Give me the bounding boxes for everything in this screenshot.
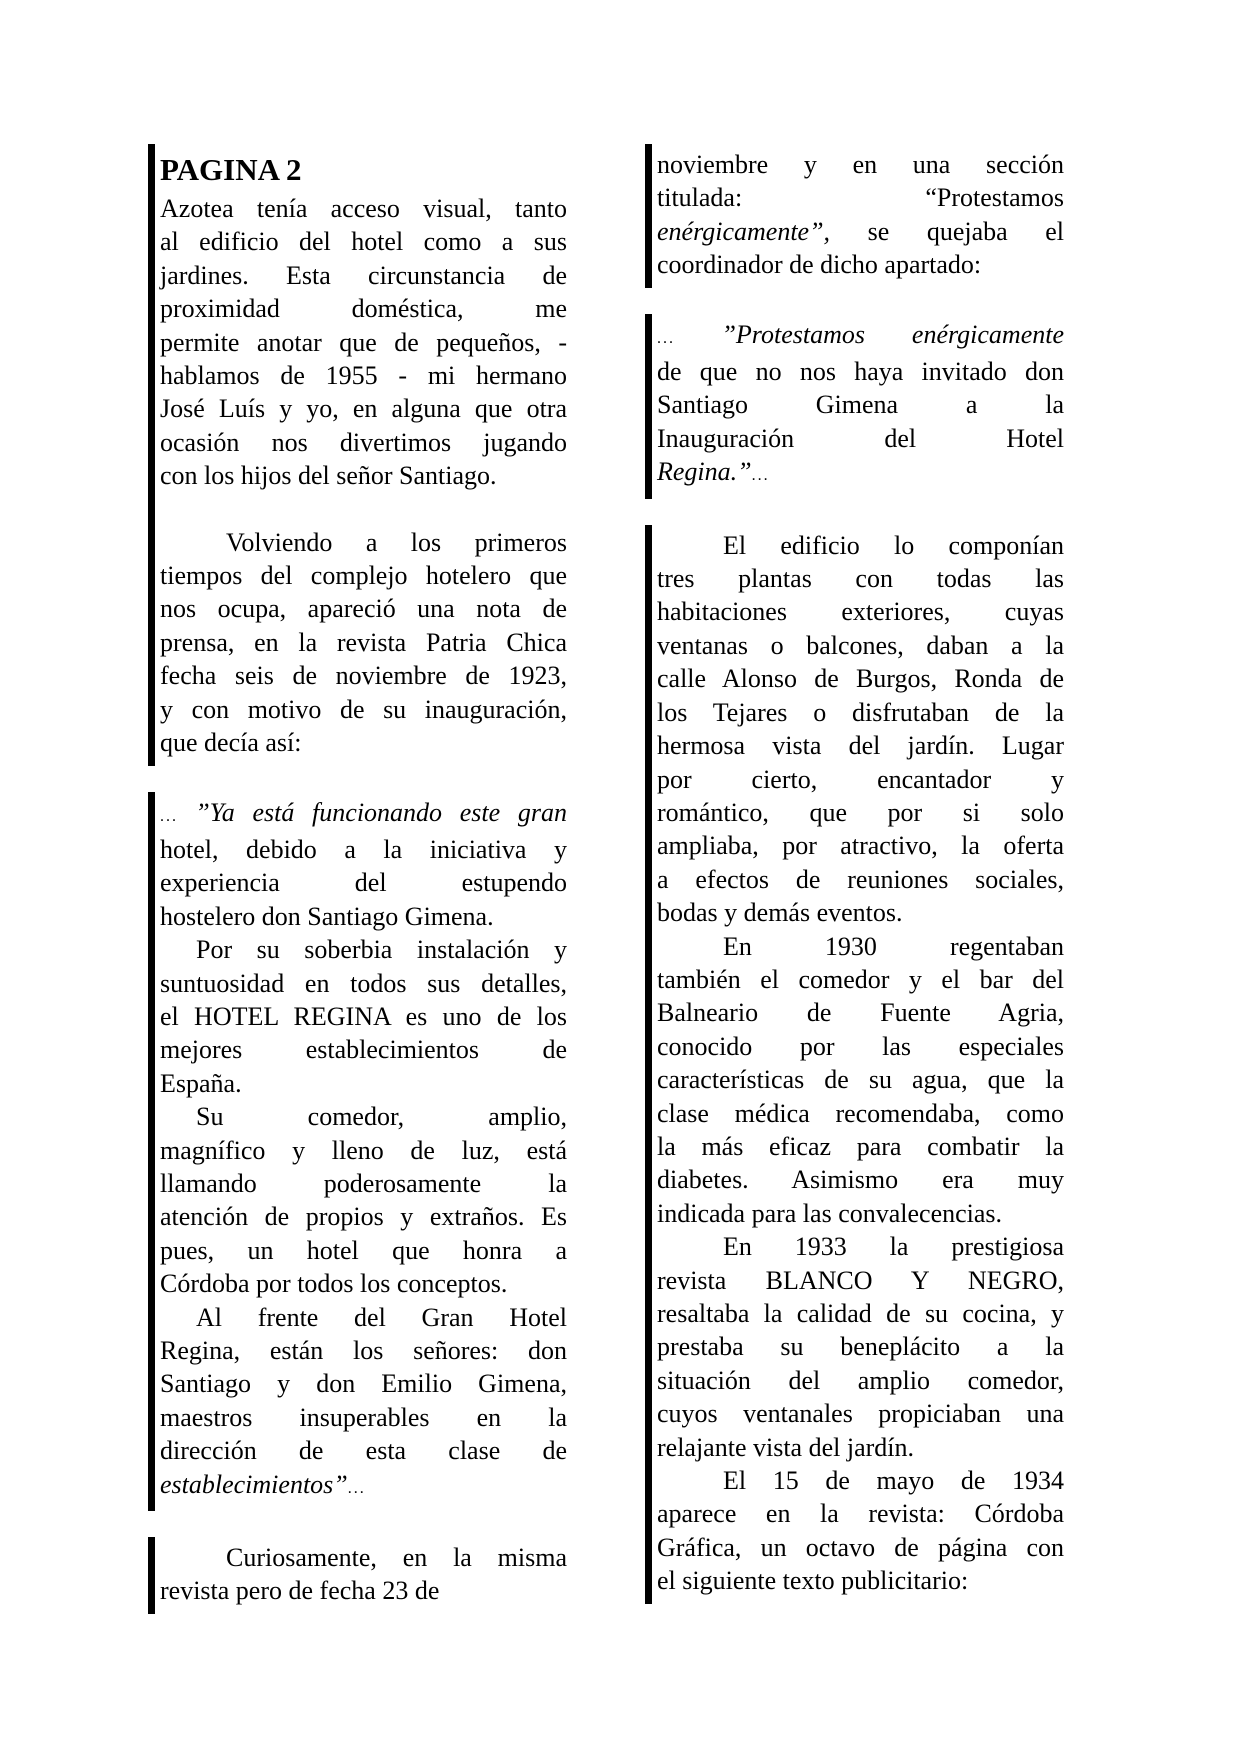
text-segment: ampliaba, por atractivo, la oferta — [657, 831, 1064, 861]
text-line — [160, 392, 567, 425]
text-segment: atención de propios y extraños. Es — [160, 1202, 567, 1232]
text-line — [657, 1130, 1064, 1163]
text-line — [657, 318, 1064, 355]
text-line — [160, 1401, 567, 1434]
text-segment: coordinador de dicho apartado: — [657, 250, 982, 280]
text-segment: Regina, están los señores: don — [160, 1336, 567, 1365]
text-line — [160, 1468, 567, 1505]
text-line — [657, 181, 1064, 214]
revision-marked-block — [148, 144, 567, 766]
italic-text: ”Protestamos enérgicamente — [721, 319, 1065, 349]
text-segment: características de su agua, que la — [657, 1065, 1064, 1095]
text-segment: los Tejares o disfrutaban de la — [657, 697, 1064, 727]
text-segment: Santiago y don Emilio Gimena, — [160, 1369, 567, 1399]
text-line — [657, 455, 1064, 492]
text-segment: titulada: “Protestamos — [657, 183, 1064, 213]
text-segment: hostelero don Santiago Gimena. — [160, 901, 494, 931]
text-line — [160, 1000, 567, 1033]
text-line — [657, 248, 1064, 281]
text-line — [160, 866, 567, 899]
text-segment: Volviendo a los primeros — [226, 527, 567, 557]
text-line — [657, 1364, 1064, 1397]
italic-text: establecimientos” — [160, 1469, 348, 1499]
text-line — [657, 963, 1064, 996]
text-segment: relajante vista del jardín. — [657, 1432, 915, 1462]
text-line — [160, 559, 567, 592]
text-line — [160, 833, 567, 866]
text-line — [160, 626, 567, 659]
text-line — [160, 192, 567, 225]
text-segment: En 1933 la prestigiosa — [723, 1232, 1064, 1262]
revision-marked-block — [645, 314, 1064, 499]
text-segment: hotel, debido a la iniciativa y — [160, 834, 567, 864]
text-segment: hablamos de 1955 - mi hermano — [160, 361, 567, 391]
text-segment: aparece en la revista: Córdoba — [657, 1499, 1064, 1529]
blank-line — [160, 493, 567, 526]
text-line — [657, 355, 1064, 388]
ellipsis-text: ... — [657, 329, 722, 347]
text-segment: al edificio del hotel como a sus — [160, 227, 567, 257]
text-line — [657, 1297, 1064, 1330]
text-segment: llamando poderosamente la — [160, 1168, 567, 1198]
block-gap — [148, 766, 567, 792]
text-line — [657, 729, 1064, 762]
text-segment: mejores establecimientos de — [160, 1035, 567, 1065]
revision-marked-block — [148, 792, 567, 1512]
text-segment: pues, un hotel que honra a — [160, 1235, 567, 1265]
text-line — [657, 215, 1064, 248]
text-segment: Curiosamente, en la misma — [226, 1543, 567, 1573]
text-segment: se quejaba el — [830, 216, 1064, 246]
text-line — [657, 1030, 1064, 1063]
text-line — [657, 1531, 1064, 1564]
text-line — [160, 426, 567, 459]
text-line — [657, 763, 1064, 796]
text-line — [657, 1163, 1064, 1196]
text-line — [657, 1097, 1064, 1130]
italic-text: Regina.” — [657, 457, 752, 487]
block-gap — [645, 288, 1064, 314]
text-segment: revista BLANCO Y NEGRO, — [657, 1265, 1064, 1295]
text-line — [160, 526, 567, 559]
text-line — [160, 900, 567, 933]
text-segment: Córdoba por todos los conceptos. — [160, 1269, 508, 1299]
text-segment: permite anotar que de pequeños, - — [160, 327, 567, 357]
revision-marked-block — [645, 144, 1064, 288]
text-segment: José Luís y yo, en alguna que otra — [160, 394, 567, 424]
text-line — [160, 1367, 567, 1400]
text-segment: clase médica recomendaba, como — [657, 1098, 1064, 1128]
text-line — [160, 459, 567, 492]
text-segment: diabetes. Asimismo era muy — [657, 1165, 1064, 1195]
text-line — [160, 225, 567, 258]
text-segment: Por su soberbia instalación y — [196, 935, 567, 965]
text-segment: El 15 de mayo de 1934 — [723, 1466, 1064, 1496]
text-segment: cuyos ventanales propiciaban una — [657, 1399, 1064, 1429]
text-line — [160, 726, 567, 759]
text-line — [160, 967, 567, 1000]
text-segment: nos ocupa, apareció una nota de — [160, 594, 567, 624]
text-line — [657, 1063, 1064, 1096]
block-gap — [148, 1511, 567, 1537]
text-line — [657, 996, 1064, 1029]
text-line — [657, 629, 1064, 662]
text-line — [160, 1301, 567, 1334]
italic-text: enérgicamente”, — [657, 216, 831, 246]
text-line — [160, 1100, 567, 1133]
text-line — [657, 595, 1064, 628]
text-line — [657, 696, 1064, 729]
text-segment: la más eficaz para combatir la — [657, 1131, 1064, 1161]
text-segment: Balneario de Fuente Agria, — [657, 998, 1064, 1028]
text-segment: situación del amplio comedor, — [657, 1365, 1064, 1395]
text-line — [657, 1230, 1064, 1263]
text-line — [657, 863, 1064, 896]
text-segment: que decía así: — [160, 728, 302, 758]
ellipsis-text: ... — [347, 1479, 366, 1497]
text-line — [657, 1197, 1064, 1230]
text-line — [160, 326, 567, 359]
text-segment: prensa, en la revista Patria Chica — [160, 627, 567, 657]
text-line — [160, 933, 567, 966]
text-line — [160, 1541, 567, 1574]
text-line — [160, 1434, 567, 1467]
revision-marked-block — [148, 1537, 567, 1614]
text-line — [160, 659, 567, 692]
text-segment: Santiago Gimena a la — [657, 390, 1064, 420]
text-segment: revista pero de fecha 23 de — [160, 1576, 440, 1606]
text-segment: romántico, que por si solo — [657, 797, 1064, 827]
left-column — [148, 144, 567, 1614]
text-line — [657, 422, 1064, 455]
text-line — [160, 1234, 567, 1267]
text-segment: noviembre y en una sección — [657, 150, 1064, 179]
text-segment: maestros insuperables en la — [160, 1402, 567, 1432]
text-segment: con los hijos del señor Santiago. — [160, 461, 497, 491]
text-segment: habitaciones exteriores, cuyas — [657, 597, 1064, 627]
text-line — [657, 930, 1064, 963]
text-line — [160, 1167, 567, 1200]
text-line — [160, 796, 567, 833]
text-line — [657, 1397, 1064, 1430]
text-segment: proximidad doméstica, me — [160, 294, 567, 324]
text-segment: prestaba su beneplácito a la — [657, 1332, 1064, 1362]
text-line — [657, 1330, 1064, 1363]
text-line — [657, 388, 1064, 421]
text-line — [160, 1574, 567, 1607]
text-line — [160, 693, 567, 726]
text-segment: Inauguración del Hotel — [657, 423, 1064, 453]
text-segment: bodas y demás eventos. — [657, 898, 903, 928]
text-segment: tiempos del complejo hotelero que — [160, 561, 567, 591]
text-line — [657, 829, 1064, 862]
page-title: PAGINA 2 — [160, 152, 302, 187]
text-segment: En 1930 regentaban — [723, 931, 1064, 961]
text-segment: el HOTEL REGINA es uno de los — [160, 1001, 567, 1031]
text-line — [657, 1431, 1064, 1464]
text-segment: España. — [160, 1068, 242, 1098]
text-segment: suntuosidad en todos sus detalles, — [160, 968, 567, 998]
text-segment: conocido por las especiales — [657, 1031, 1064, 1061]
text-segment: de que no nos haya invitado don — [657, 357, 1064, 387]
text-segment: calle Alonso de Burgos, Ronda de — [657, 664, 1064, 694]
ellipsis-text: ... — [751, 467, 770, 485]
text-line — [160, 1334, 567, 1367]
text-segment: resaltaba la calidad de su cocina, y — [657, 1299, 1064, 1328]
text-line — [657, 562, 1064, 595]
text-segment: el siguiente texto publicitario: — [657, 1566, 969, 1596]
text-segment: El edificio lo componían — [723, 530, 1064, 560]
text-line — [160, 592, 567, 625]
text-segment: tres plantas con todas las — [657, 564, 1064, 594]
text-line — [657, 1264, 1064, 1297]
text-segment: también el comedor y el bar del — [657, 964, 1064, 994]
text-line — [160, 1067, 567, 1100]
text-segment: fecha seis de noviembre de 1923, — [160, 661, 567, 691]
text-segment: ocasión nos divertimos jugando — [160, 427, 567, 457]
text-line — [160, 359, 567, 392]
text-segment: Su comedor, amplio, — [196, 1102, 567, 1132]
text-segment: Al frente del Gran Hotel — [196, 1302, 567, 1332]
text-line — [160, 1200, 567, 1233]
right-column — [645, 144, 1064, 1604]
text-line — [657, 1564, 1064, 1597]
text-segment: magnífico y lleno de luz, está — [160, 1135, 567, 1165]
text-segment: Gráfica, un octavo de página con — [657, 1532, 1064, 1562]
revision-marked-block — [645, 525, 1064, 1604]
text-segment: por cierto, encantador y — [657, 764, 1064, 794]
italic-text: ”Ya está funcionando este gran — [195, 797, 567, 827]
text-segment: y con motivo de su inauguración, — [160, 694, 567, 724]
block-gap — [645, 499, 1064, 525]
text-line — [160, 1033, 567, 1066]
text-segment: Azotea tenía acceso visual, tanto — [160, 194, 567, 223]
text-segment: a efectos de reuniones sociales, — [657, 864, 1064, 894]
text-line — [657, 529, 1064, 562]
text-line — [657, 1497, 1064, 1530]
text-line — [160, 1267, 567, 1300]
text-line — [657, 1464, 1064, 1497]
text-line — [657, 896, 1064, 929]
text-line — [160, 1134, 567, 1167]
text-segment: hermosa vista del jardín. Lugar — [657, 731, 1064, 761]
text-line — [657, 148, 1064, 181]
text-line — [160, 259, 567, 292]
text-segment: indicada para las convalecencias. — [657, 1198, 1003, 1228]
text-segment: jardines. Esta circunstancia de — [160, 260, 567, 290]
ellipsis-text: ... — [160, 807, 196, 825]
text-line — [657, 796, 1064, 829]
text-line — [160, 292, 567, 325]
text-segment: experiencia del estupendo — [160, 868, 567, 898]
text-segment: ventanas o balcones, daban a la — [657, 630, 1064, 660]
text-line — [657, 662, 1064, 695]
text-segment: dirección de esta clase de — [160, 1436, 567, 1466]
